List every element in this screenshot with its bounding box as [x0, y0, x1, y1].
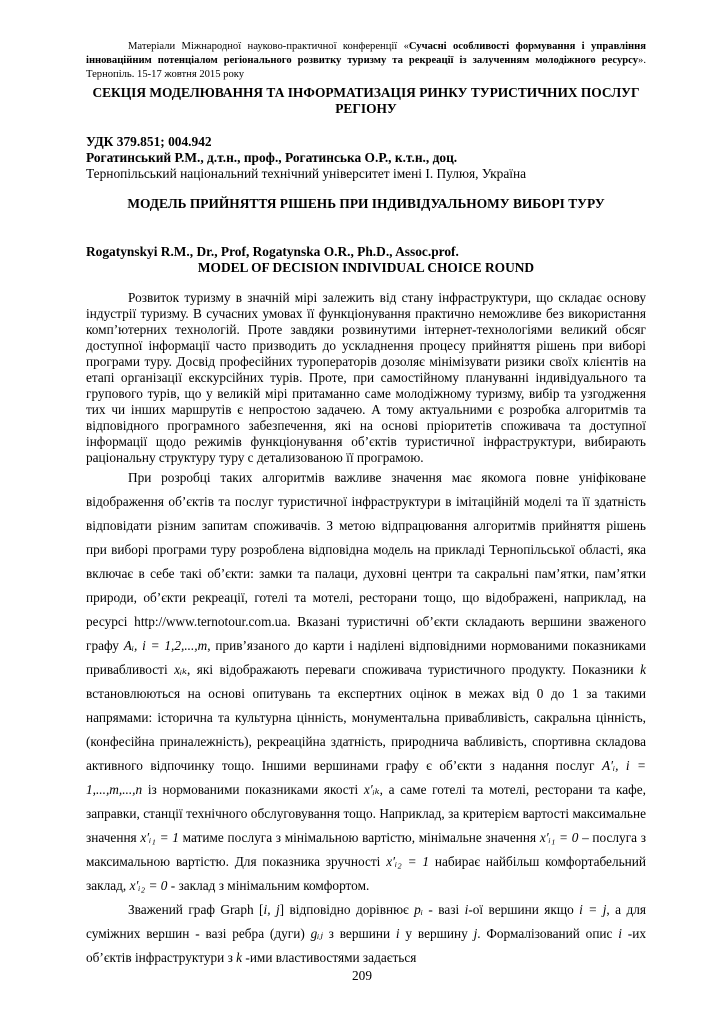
formula: x′ᵢ₂ = 0 — [129, 878, 168, 893]
authors-ua: Рогатинський Р.М., д.т.н., проф., Рогатинська О.Р., к.т.н., доц. — [86, 150, 458, 165]
formula: i — [464, 902, 469, 917]
affiliation: Тернопільський національний технічний університет імені І. Пулюя, Україна — [86, 166, 527, 181]
text-run: у вершину — [399, 926, 474, 941]
formula: i, j — [263, 902, 280, 917]
formula: Aᵢ, i = 1,2,...,m — [123, 638, 208, 653]
header-place-date: ». Тернопіль. 15-17 жовтня 2015 року — [86, 55, 646, 80]
text-run: , а для суміжних вершин - вазі ребра (дуги) — [86, 902, 646, 941]
text-run: , а саме готелі та мотелі, ресторани та кафе, заправки, станції технічного обслуговування тощо. Наприклад, за критерієм вартості максимальне значення — [86, 782, 646, 845]
authors-en: Rogatynskyi R.M., Dr., Prof, Rogatynska O.R., Ph.D., Assoc.prof. — [86, 244, 459, 259]
text-run: набирає найбільш комфортабельний заклад, — [86, 854, 647, 893]
text-run: матиме послуга з мінімальною вартістю, мінімальне значення — [178, 830, 540, 845]
paper-title-ua: МОДЕЛЬ ПРИЙНЯТТЯ РІШЕНЬ ПРИ ІНДИВІДУАЛЬНОМУ ВИБОРІ ТУРУ — [127, 196, 605, 211]
formula: i = j — [579, 902, 607, 917]
formula: A′ᵢ, i = 1,...,m,...,n — [86, 758, 646, 797]
paragraph-2 — [86, 466, 646, 898]
formula: pᵢ — [414, 902, 423, 917]
header-lead: Матеріали Міжнародної науково-практичної конференції « — [128, 41, 409, 52]
text-run: , які відображають переваги споживача туристичного продукту. Показники — [186, 662, 641, 677]
paragraph-3 — [86, 898, 646, 970]
formula: j — [473, 926, 478, 941]
formula: x′ᵢ₁ = 0 — [539, 830, 579, 845]
paragraph-1: Розвиток туризму в значній мірі залежить від стану інфраструктури, що складає основу індустрії туризму. В сучасних умовах її функціонування практично неможливе без використання комп’ютерних технологій. Проте завдяки розвинутими інтернет-технологіями великий обсяг доступної інформації часто призводить до ускладнення процесу прийняття рішень при виборі програми туру. Досвід професійних туроператорів дозоляє мінімізувати ризики своїх клієнтів на етапі організації екскурсійних турів. Проте, при самостійному плануванні індивідуального та групового турів, що у великій мірі притаманно саме молодіжному туризму, вибір та узгодження тих чи інших маршрутів є непростою задачею. А тому актуальними є розробка алгоритмів та відповідного програмного забезпечення, які на основі пріоритетів споживача та доступної інформації щодо режимів функціонування об’єктів туристичної інфраструктури, вибирають раціональну структуру туру с детализованою її програмою. — [86, 290, 646, 465]
text-run: - вазі — [422, 902, 465, 917]
text-run: , прив’язаного до карти і наділені відповідними нормованими показниками привабливості — [86, 638, 646, 677]
formula: k — [640, 662, 646, 677]
formula: x′ᵢ₁ = 1 — [140, 830, 179, 845]
udc-code: УДК 379.851; 004.942 — [86, 134, 212, 149]
formula: gᵢⱼ — [310, 926, 323, 941]
text-run: -ої вершини якщо — [468, 902, 580, 917]
text-run: - заклад з мінімальним комфортом. — [167, 878, 370, 893]
formula: x′ᵢₖ — [363, 782, 380, 797]
section-title: СЕКЦІЯ МОДЕЛЮВАННЯ ТА ІНФОРМАТИЗАЦІЯ РИНКУ ТУРИСТИЧНИХ ПОСЛУГ РЕГІОНУ — [92, 85, 640, 116]
paper-title-en: MODEL OF DECISION INDIVIDUAL CHOICE ROUND — [197, 260, 535, 275]
formula: xᵢₖ — [174, 662, 187, 677]
formula: k — [236, 950, 243, 965]
text-run: Зважений граф Graph [ — [128, 902, 264, 917]
text-run: -ими властивостями задається — [242, 950, 417, 965]
formula: i — [395, 926, 400, 941]
page-number: 209 — [352, 968, 372, 983]
text-run: із нормованими показниками якості — [142, 782, 364, 797]
header-conference-title: Сучасні особливості формування і управління інноваційним потенціалом регіонального розвитку туризму та рекреації із залученням молодіжного ресурсу — [86, 41, 646, 66]
body-text — [86, 290, 646, 970]
text-run: . Формалізований опис — [477, 926, 619, 941]
text-run: ] відповідно дорівнює — [279, 902, 415, 917]
text-run: – послуга з максимальною вартістю. Для показника зручності — [86, 830, 647, 869]
formula: i — [618, 926, 622, 941]
text-run: -их об’єктів інфраструктури з — [86, 926, 646, 965]
text-run: з вершини — [322, 926, 396, 941]
conference-header — [86, 40, 646, 82]
text-run: встановлюються на основі опитувань та експертних оцінок в межах від 0 до 1 за такими напрямами: історична та культурна цінність, монументальна привабливість, сакральна цінність, (конфесійна приналежність), рекреаційна здатність, природнича вабливість, спортивна складова активного відпочинку тощо. Іншими вершинами графу є об’єкти з надання послуг — [86, 686, 646, 773]
text-run: При розробці таких алгоритмів важливе значення має якомога повне уніфіковане відображення об’єктів та послуг туристичної інфраструктури в імітаційній моделі та її здатність відповідати різним запитам споживачів. З метою відпрацювання алгоритмів прийняття рішень при виборі програми туру розроблена відповідна модель на прикладі Тернопільської області, яка включає в себе такі об’єкти: замки та палаци, духовні центри та сакральні пам’ятки, пам’ятки природи, об’єкти рекреації, готелі та мотелі, ресторани тощо, що відображені, наприклад, на ресурсі http://www.ternotour.com.ua. Вказані туристичні об’єкти складають вершини зваженого графу — [86, 470, 646, 653]
formula: x′ᵢ₂ = 1 — [386, 854, 430, 869]
